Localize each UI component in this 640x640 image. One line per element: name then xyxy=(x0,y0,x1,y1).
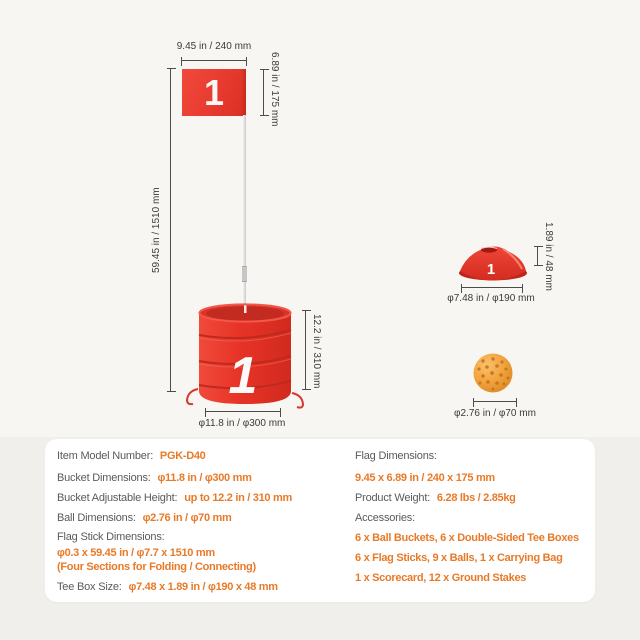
flag-width-dimension-line xyxy=(181,60,247,61)
pole-length-label: 59.45 in / 1510 mm xyxy=(151,187,162,273)
pole-length-dimension-line xyxy=(170,68,171,392)
spec-accessories-line-2 xyxy=(355,551,563,565)
flag-width-label: 9.45 in / 240 mm xyxy=(176,41,252,52)
ball-diameter-label: φ2.76 in / φ70 mm xyxy=(454,408,536,419)
spec-accessories-line-3 xyxy=(355,571,526,585)
bucket-height-dimension-line xyxy=(305,310,306,390)
spec-ball-dimensions xyxy=(57,511,232,525)
spec-label: Flag Dimensions: xyxy=(355,450,437,462)
flag-graphic xyxy=(182,69,246,116)
spec-flag-stick-dimensions xyxy=(57,530,164,544)
bucket-height-label: 12.2 in / 310 mm xyxy=(311,313,322,389)
spec-label: Bucket Adjustable Height: xyxy=(57,492,178,504)
spec-tee-box-size xyxy=(57,580,278,594)
spec-bucket-adjustable-height xyxy=(57,491,292,505)
spec-label: Flag Stick Dimensions: xyxy=(57,531,165,543)
ball-diameter-dimension-line xyxy=(473,401,517,402)
cone-number: 1 xyxy=(486,261,496,278)
spec-label: Tee Box Size: xyxy=(57,581,122,593)
spec-value: 9.45 x 6.89 in / 240 x 175 mm xyxy=(355,472,495,484)
spec-value: 6 x Ball Buckets, 6 x Double-Sided Tee Boxes xyxy=(355,532,579,544)
spec-label: Ball Dimensions: xyxy=(57,512,136,524)
spec-flag-dimensions-label xyxy=(355,449,437,463)
spec-label: Accessories: xyxy=(355,512,415,524)
spec-value: 1 x Scorecard, 12 x Ground Stakes xyxy=(355,572,527,584)
bucket-number: 1 xyxy=(228,347,258,405)
cone-diameter-label: φ7.48 in / φ190 mm xyxy=(447,293,535,304)
spec-value: φ7.48 x 1.89 in / φ190 x 48 mm xyxy=(128,581,278,593)
spec-item-model-number xyxy=(57,449,206,463)
spec-flag-stick-size xyxy=(57,546,215,560)
flag-height-label: 6.89 in / 175 mm xyxy=(269,51,280,127)
cone-graphic xyxy=(458,244,528,282)
flag-pole-graphic xyxy=(243,115,246,313)
spec-value: PGK-D40 xyxy=(159,450,206,462)
flag-number: 1 xyxy=(203,71,225,113)
spec-flag-dimensions-value xyxy=(355,471,495,485)
spec-value: φ2.76 in / φ70 mm xyxy=(142,512,232,524)
pole-joint xyxy=(242,266,247,282)
spec-label: Bucket Dimensions: xyxy=(57,472,151,484)
spec-value: φ11.8 in / φ300 mm xyxy=(157,472,252,484)
spec-value: φ0.3 x 59.45 in / φ7.7 x 1510 mm xyxy=(57,547,215,559)
spec-bucket-dimensions xyxy=(57,471,252,485)
spec-value: 6.28 lbs / 2.85kg xyxy=(436,492,516,504)
cone-height-label: 1.89 in / 48 mm xyxy=(543,222,554,291)
spec-value: (Four Sections for Folding / Connecting) xyxy=(57,561,256,573)
cone-diameter-dimension-line xyxy=(461,287,523,288)
bucket-diameter-label: φ11.8 in / φ300 mm xyxy=(198,418,286,429)
cone-height-dimension-line xyxy=(537,246,538,266)
spec-accessories-line-1 xyxy=(355,531,579,545)
spec-label: Product Weight: xyxy=(355,492,431,504)
spec-flag-stick-note xyxy=(57,560,256,574)
bucket-diameter-dimension-line xyxy=(205,411,281,412)
spec-value: up to 12.2 in / 310 mm xyxy=(184,492,292,504)
ball-graphic xyxy=(473,353,513,393)
spec-product-weight xyxy=(355,491,516,505)
bucket-graphic xyxy=(185,303,305,411)
spec-accessories-label xyxy=(355,511,415,525)
flag-height-dimension-line xyxy=(263,69,264,116)
spec-value: 6 x Flag Sticks, 9 x Balls, 1 x Carrying Bag xyxy=(355,552,563,564)
spec-card xyxy=(45,439,595,602)
spec-label: Item Model Number: xyxy=(57,450,154,462)
